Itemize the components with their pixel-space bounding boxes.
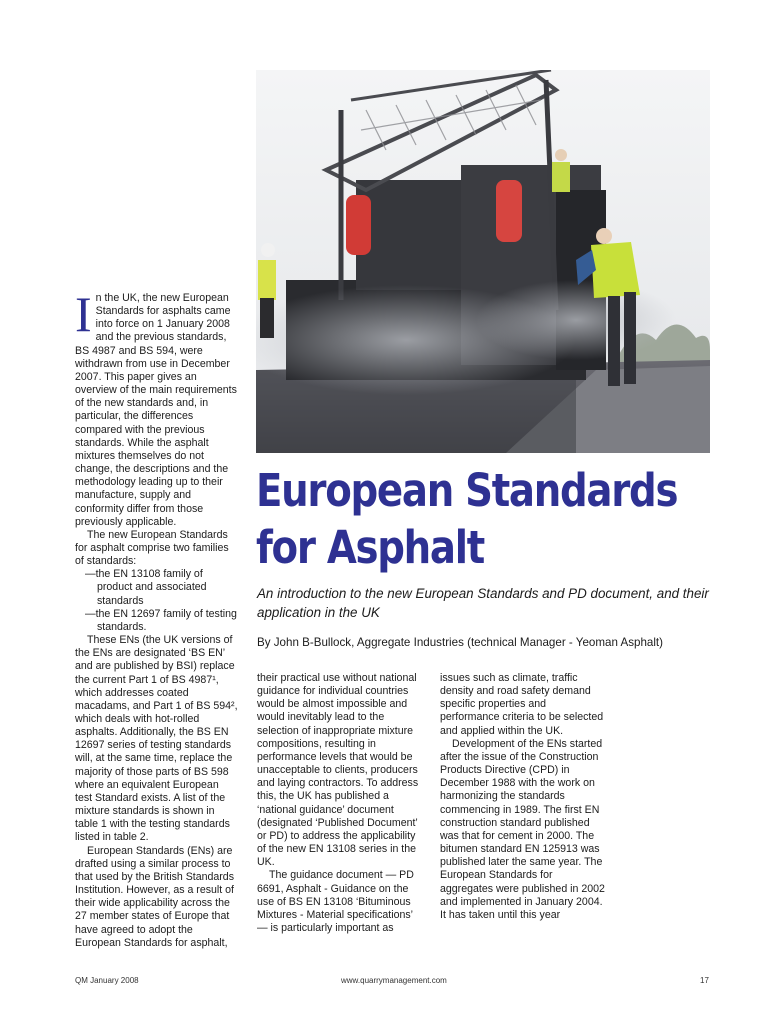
paragraph: Development of the ENs started after the issue of the Construction Products Directive (CPD) in December 1988 with the work on harmonizing the standards commencing in 1989. The first EN construction standard published was that for cement in 2000. The bitumen standard EN 125913 was published later the same year. The European Standards for aggregates were published in 2002 and implemented in January 2004. It has taken until this year [440, 737, 605, 921]
paragraph: These ENs (the UK versions of the ENs are designated ‘BS EN’ and are published by BSI) replace the current Part 1 of BS 4987¹, which addresses coated macadams, and Part 1 of BS 594², which deals with hot-rolled asphalts. Additionally, the BS EN 12697 series of testing standards will, at the same time, replace the majority of those parts of BS 598 where an equivalent European test Standard exists. A list of the mixture standards is shown in table 1 with the testing standards listed in table 2. [75, 634, 238, 844]
paragraph: issues such as climate, traffic density and road safety demand specific properties and performance criteria to be selected and applied within the UK. [440, 672, 604, 737]
article-title [256, 462, 678, 576]
paragraph: European Standards (ENs) are drafted using a similar process to that used by the British Standards Institution. However, as a result of their wide applicability across the 27 member states of Europe that have agreed to adopt the European Standards for asphalt, [75, 844, 234, 949]
paragraph: The new European Standards for asphalt comprise two families of standards: [75, 528, 229, 568]
article-column-1 [75, 286, 238, 950]
article-column-3 [440, 672, 606, 922]
list-item: —the EN 12697 family of testing standards. [85, 607, 237, 633]
hero-photo-asphalt-paver [256, 70, 710, 453]
lead-paragraph: In the UK, the new European Standards for asphalts came into force on 1 January 2008 and the previous standards, BS 4987 and BS 594, were withdrawn from use in December 2007. This paper gives an overview of the main requirements of the new standards and, in particular, the differences compared with the previous standards. While the asphalt mixtures themselves do not change, the descriptions and the methodology leading up to their manufacture, supply and conformity differ from those previously applicable. [75, 286, 237, 528]
article-subtitle: An introduction to the new European Standards and PD document, and their application in the UK [257, 586, 709, 620]
byline: By John B-Bullock, Aggregate Industries (technical Manager - Yeoman Asphalt) [257, 636, 664, 649]
paragraph: their practical use without national guidance for individual countries would be almost impossible and would inevitably lead to the selection of inappropriate mixture compositions, resulting in performance levels that would be unacceptable to clients, producers and laying contractors. To address this, the UK has published a ‘national guidance’ document (designated ‘Published Document’ or PD) to address the applicability of the new EN 13108 series in the UK. [257, 672, 419, 869]
title-line-2: for Asphalt [256, 521, 484, 574]
list-item: —the EN 13108 family of product and associated standards [85, 568, 207, 607]
footer-center[interactable]: www.quarrymanagement.com [341, 976, 447, 985]
footer-left: QM January 2008 [75, 976, 139, 985]
drop-cap: I [75, 286, 92, 342]
article-column-2 [257, 672, 423, 935]
page-number: 17 [700, 976, 709, 985]
paragraph: The guidance document — PD 6691, Asphalt - Guidance on the use of BS EN 13108 ‘Bituminous Mixtures - Material specifications’ — is particularly important as [257, 869, 414, 934]
title-line-1: European Standards [256, 464, 678, 517]
